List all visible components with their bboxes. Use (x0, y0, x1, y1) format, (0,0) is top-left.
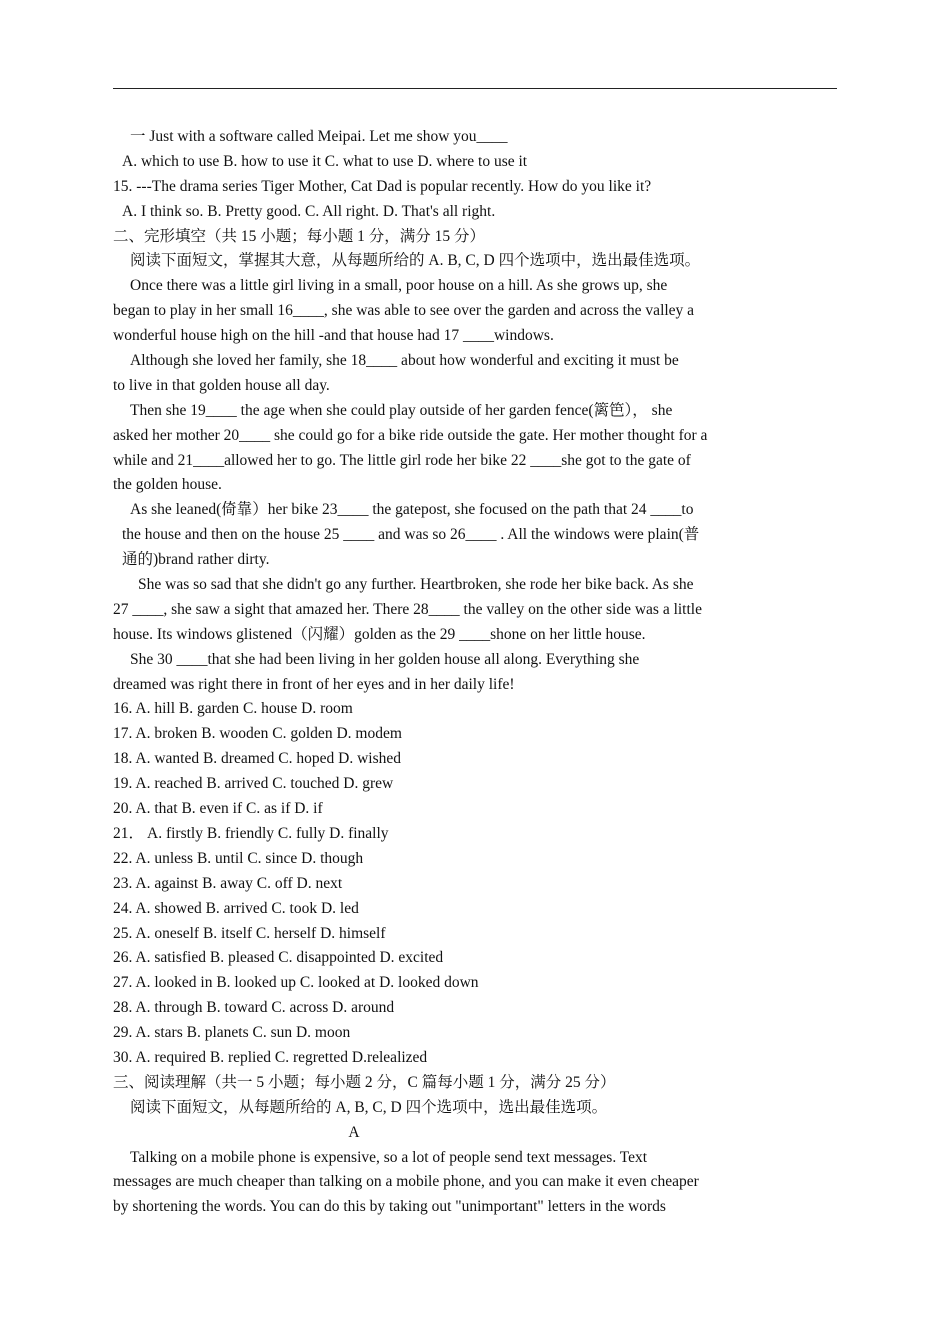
cloze-line: to live in that golden house all day. (113, 376, 330, 394)
cloze-line: the golden house. (113, 476, 222, 494)
question-15-options: A. I think so. B. Pretty good. C. All right. D. That's all right. (122, 202, 496, 220)
cloze-option-line: 23. A. against B. away C. off D. next (113, 874, 343, 892)
exam-page (113, 125, 763, 1220)
cloze-line: Once there was a little girl living in a small, poor house on a hill. As she grows up, she (130, 277, 668, 295)
cloze-option-line: 22. A. unless B. until C. since D. though (113, 849, 364, 867)
cloze-line: the house and then on the house 25 ____ and was so 26____ . All the windows were plain(普 (122, 526, 700, 544)
cloze-line: 27 ____, she saw a sight that amazed her. There 28____ the valley on the other side was a little (113, 600, 702, 618)
cloze-line: dreamed was right there in front of her eyes and in her daily life! (113, 675, 515, 693)
cloze-line: Then she 19____ the age when she could play outside of her garden fence(篱笆）， she (130, 401, 673, 419)
cloze-option-line: 29. A. stars B. planets C. sun D. moon (113, 1024, 351, 1042)
header-rule (113, 88, 837, 89)
cloze-line: She 30 ____that she had been living in her golden house all along. Everything she (130, 650, 640, 668)
reading-line: Talking on a mobile phone is expensive, so a lot of people send text messages. Text (130, 1148, 648, 1166)
cloze-line: wonderful house high on the hill -and that house had 17 ____windows. (113, 327, 554, 345)
cloze-option-line: 16. A. hill B. garden C. house D. room (113, 700, 353, 718)
cloze-option-line: 21． A. firstly B. friendly C. fully D. finally (113, 824, 389, 842)
cloze-option-line: 18. A. wanted B. dreamed C. hoped D. wished (113, 750, 401, 768)
cloze-option-line: 28. A. through B. toward C. across D. around (113, 999, 395, 1017)
cloze-option-line: 25. A. oneself B. itself C. herself D. himself (113, 924, 386, 942)
cloze-option-line: 30. A. required B. replied C. regretted D.relealized (113, 1048, 428, 1066)
reading-instruction: 阅读下面短文，从每题所给的 A, B, C, D 四个选项中，选出最佳选项。 (130, 1098, 608, 1116)
cloze-line: while and 21____allowed her to go. The little girl rode her bike 22 ____she got to the gate of (113, 451, 691, 469)
cloze-option-line: 24. A. showed B. arrived C. took D. led (113, 899, 359, 917)
cloze-option-line: 26. A. satisfied B. pleased C. disappointed D. excited (113, 949, 444, 967)
cloze-line: asked her mother 20____ she could go for a bike ride outside the gate. Her mother thought for a (113, 426, 708, 444)
reading-line: by shortening the words. You can do this by taking out "unimportant" letters in the words (113, 1198, 666, 1216)
reading-section-label: A (348, 1123, 360, 1141)
cloze-option-line: 27. A. looked in B. looked up C. looked at D. looked down (113, 974, 479, 992)
question-15-stem: 15. ---The drama series Tiger Mother, Cat Dad is popular recently. How do you like it? (113, 177, 652, 195)
cloze-line: She was so sad that she didn't go any further. Heartbroken, she rode her bike back. As she (138, 576, 694, 594)
reading-heading: 三、阅读理解（共一 5 小题；每小题 2 分，C 篇每小题 1 分，满分 25 分） (113, 1073, 616, 1091)
cloze-option-line: 19. A. reached B. arrived C. touched D. grew (113, 775, 394, 793)
question-14-options: A. which to use B. how to use it C. what to use D. where to use it (122, 152, 528, 170)
cloze-heading: 二、完形填空（共 15 小题；每小题 1 分，满分 15 分） (113, 227, 486, 245)
cloze-option-line: 20. A. that B. even if C. as if D. if (113, 800, 323, 818)
cloze-instruction: 阅读下面短文，掌握其大意，从每题所给的 A. B, C, D 四个选项中，选出最佳选项。 (130, 252, 701, 270)
question-14-answer-line: 一 Just with a software called Meipai. Let me show you____ (130, 128, 508, 145)
reading-line: messages are much cheaper than talking on a mobile phone, and you can make it even cheaper (113, 1173, 699, 1191)
cloze-line: As she leaned(倚靠）her bike 23____ the gatepost, she focused on the path that 24 ____to (130, 501, 694, 519)
cloze-line: began to play in her small 16____, she was able to see over the garden and across the valley a (113, 302, 695, 320)
cloze-line: Although she loved her family, she 18____ about how wonderful and exciting it must be (130, 352, 679, 370)
cloze-option-line: 17. A. broken B. wooden C. golden D. modem (113, 725, 402, 743)
cloze-line: house. Its windows glistened（闪耀）golden as the 29 ____shone on her little house. (113, 625, 646, 643)
cloze-line: 通的)brand rather dirty. (122, 551, 270, 569)
